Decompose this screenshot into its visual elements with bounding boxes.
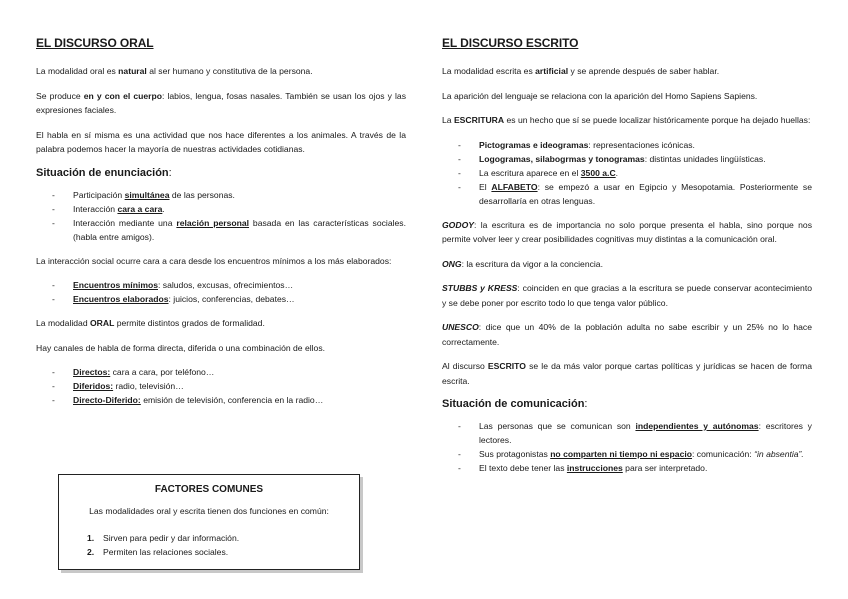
list-item: - Interacción mediante una relación personal basada en las características sociales. (habla entre amigos). — [36, 216, 406, 244]
oral-paragraph-channels: Hay canales de habla de forma directa, diferida o una combinación de ellos. — [36, 342, 326, 353]
list-item: - Encuentros mínimos: saludos, excusas, ofrecimientos… — [36, 278, 406, 292]
list-item: - El ALFABETO: se empezó a usar en Egipcio y Mesopotamia. Posteriormente se desarrollaría en otras lenguas. — [442, 180, 812, 208]
common-factors-box — [58, 474, 360, 570]
stubbs-kress-paragraph: STUBBS y KRESS: coinciden en que gracias a la escritura se puede conservar acontecimiento y se debe poner por escrito todo lo que tenga valor público. — [442, 283, 812, 308]
common-factors-list — [59, 531, 359, 559]
list-item: - Directo-Diferido: emisión de televisión, conferencia en la radio… — [36, 393, 406, 407]
list-item: - Participación simultánea de las personas. — [36, 188, 406, 202]
common-factors-text: Las modalidades oral y escrita tienen dos funciones en común: — [89, 506, 329, 516]
list-item: - Pictogramas e ideogramas: representaciones icónicas. — [442, 138, 812, 152]
oral-paragraph-speech: El habla en sí misma es una actividad que nos hace diferentes a los animales. A través de la palabra podemos hacer la mayoría de nuestras actividades cotidianas. — [36, 129, 406, 154]
list-item: - Las personas que se comunican son independientes y autónomas: escritores y lectores. — [442, 419, 812, 447]
traces-list — [442, 138, 812, 208]
list-item: - El texto debe tener las instrucciones para ser interpretado. — [442, 461, 812, 475]
enunciation-list — [36, 188, 406, 244]
common-factors-title: FACTORES COMUNES — [154, 484, 264, 495]
list-item: - Encuentros elaborados: juicios, conferencias, debates… — [36, 292, 406, 306]
written-value-paragraph: Al discurso ESCRITO se le da más valor porque cartas políticas y jurídicas se hacen de forma escrita. — [442, 361, 812, 386]
list-item: 2. Permiten las relaciones sociales. — [87, 547, 229, 557]
written-paragraph-writing: La ESCRITURA es un hecho que sí se puede localizar históricamente porque ha dejado huellas: — [442, 115, 811, 125]
list-item: - Diferidos: radio, televisión… — [36, 379, 406, 393]
channels-list — [36, 365, 406, 407]
list-item: - Logogramas, silabogrmas y tonogramas: distintas unidades lingüísticas. — [442, 152, 812, 166]
list-item: 1. Sirven para pedir y dar información. — [87, 533, 240, 543]
oral-paragraph-interaction: La interacción social ocurre cara a cara desde los encuentros mínimos a los más elaborados: — [36, 255, 392, 266]
written-title: EL DISCURSO ESCRITO — [442, 36, 579, 50]
written-paragraph-artificial: La modalidad escrita es artificial y se aprende después de saber hablar. — [442, 66, 720, 76]
written-discourse-column — [442, 36, 812, 485]
oral-paragraph-natural: La modalidad oral es natural al ser humano y constitutiva de la persona. — [36, 66, 313, 76]
written-paragraph-origin: La aparición del lenguaje se relaciona con la aparición del Homo Sapiens Sapiens. — [442, 90, 758, 101]
godoy-paragraph: GODOY: la escritura es de importancia no solo porque presenta el habla, sino porque nos permite volver leer y crear posibilidades cognitivas muy distintas a la comunicación oral. — [442, 219, 812, 244]
oral-discourse-column — [36, 36, 406, 417]
oral-paragraph-formality: La modalidad ORAL permite distintos grados de formalidad. — [36, 318, 265, 328]
list-item: - Interacción cara a cara. — [36, 202, 406, 216]
oral-paragraph-body: Se produce en y con el cuerpo: labios, lengua, fosas nasales. También se usan los ojos y las expresiones faciales. — [36, 90, 406, 115]
enunciation-heading: Situación de enunciación: — [36, 166, 172, 179]
unesco-paragraph: UNESCO: dice que un 40% de la población adulta no sabe escribir y un 25% no lo hace correctamente. — [442, 322, 812, 347]
communication-heading: Situación de comunicación: — [442, 398, 588, 410]
list-item: - Directos: cara a cara, por teléfono… — [36, 365, 406, 379]
list-item: - La escritura aparece en el 3500 a.C. — [442, 166, 812, 180]
encounters-list — [36, 278, 406, 306]
communication-list — [442, 419, 812, 475]
ong-paragraph: ONG: la escritura da vigor a la conciencia. — [442, 258, 603, 269]
oral-title: EL DISCURSO ORAL — [36, 36, 154, 50]
list-item: - Sus protagonistas no comparten ni tiempo ni espacio: comunicación: “in absentia”. — [442, 447, 812, 461]
